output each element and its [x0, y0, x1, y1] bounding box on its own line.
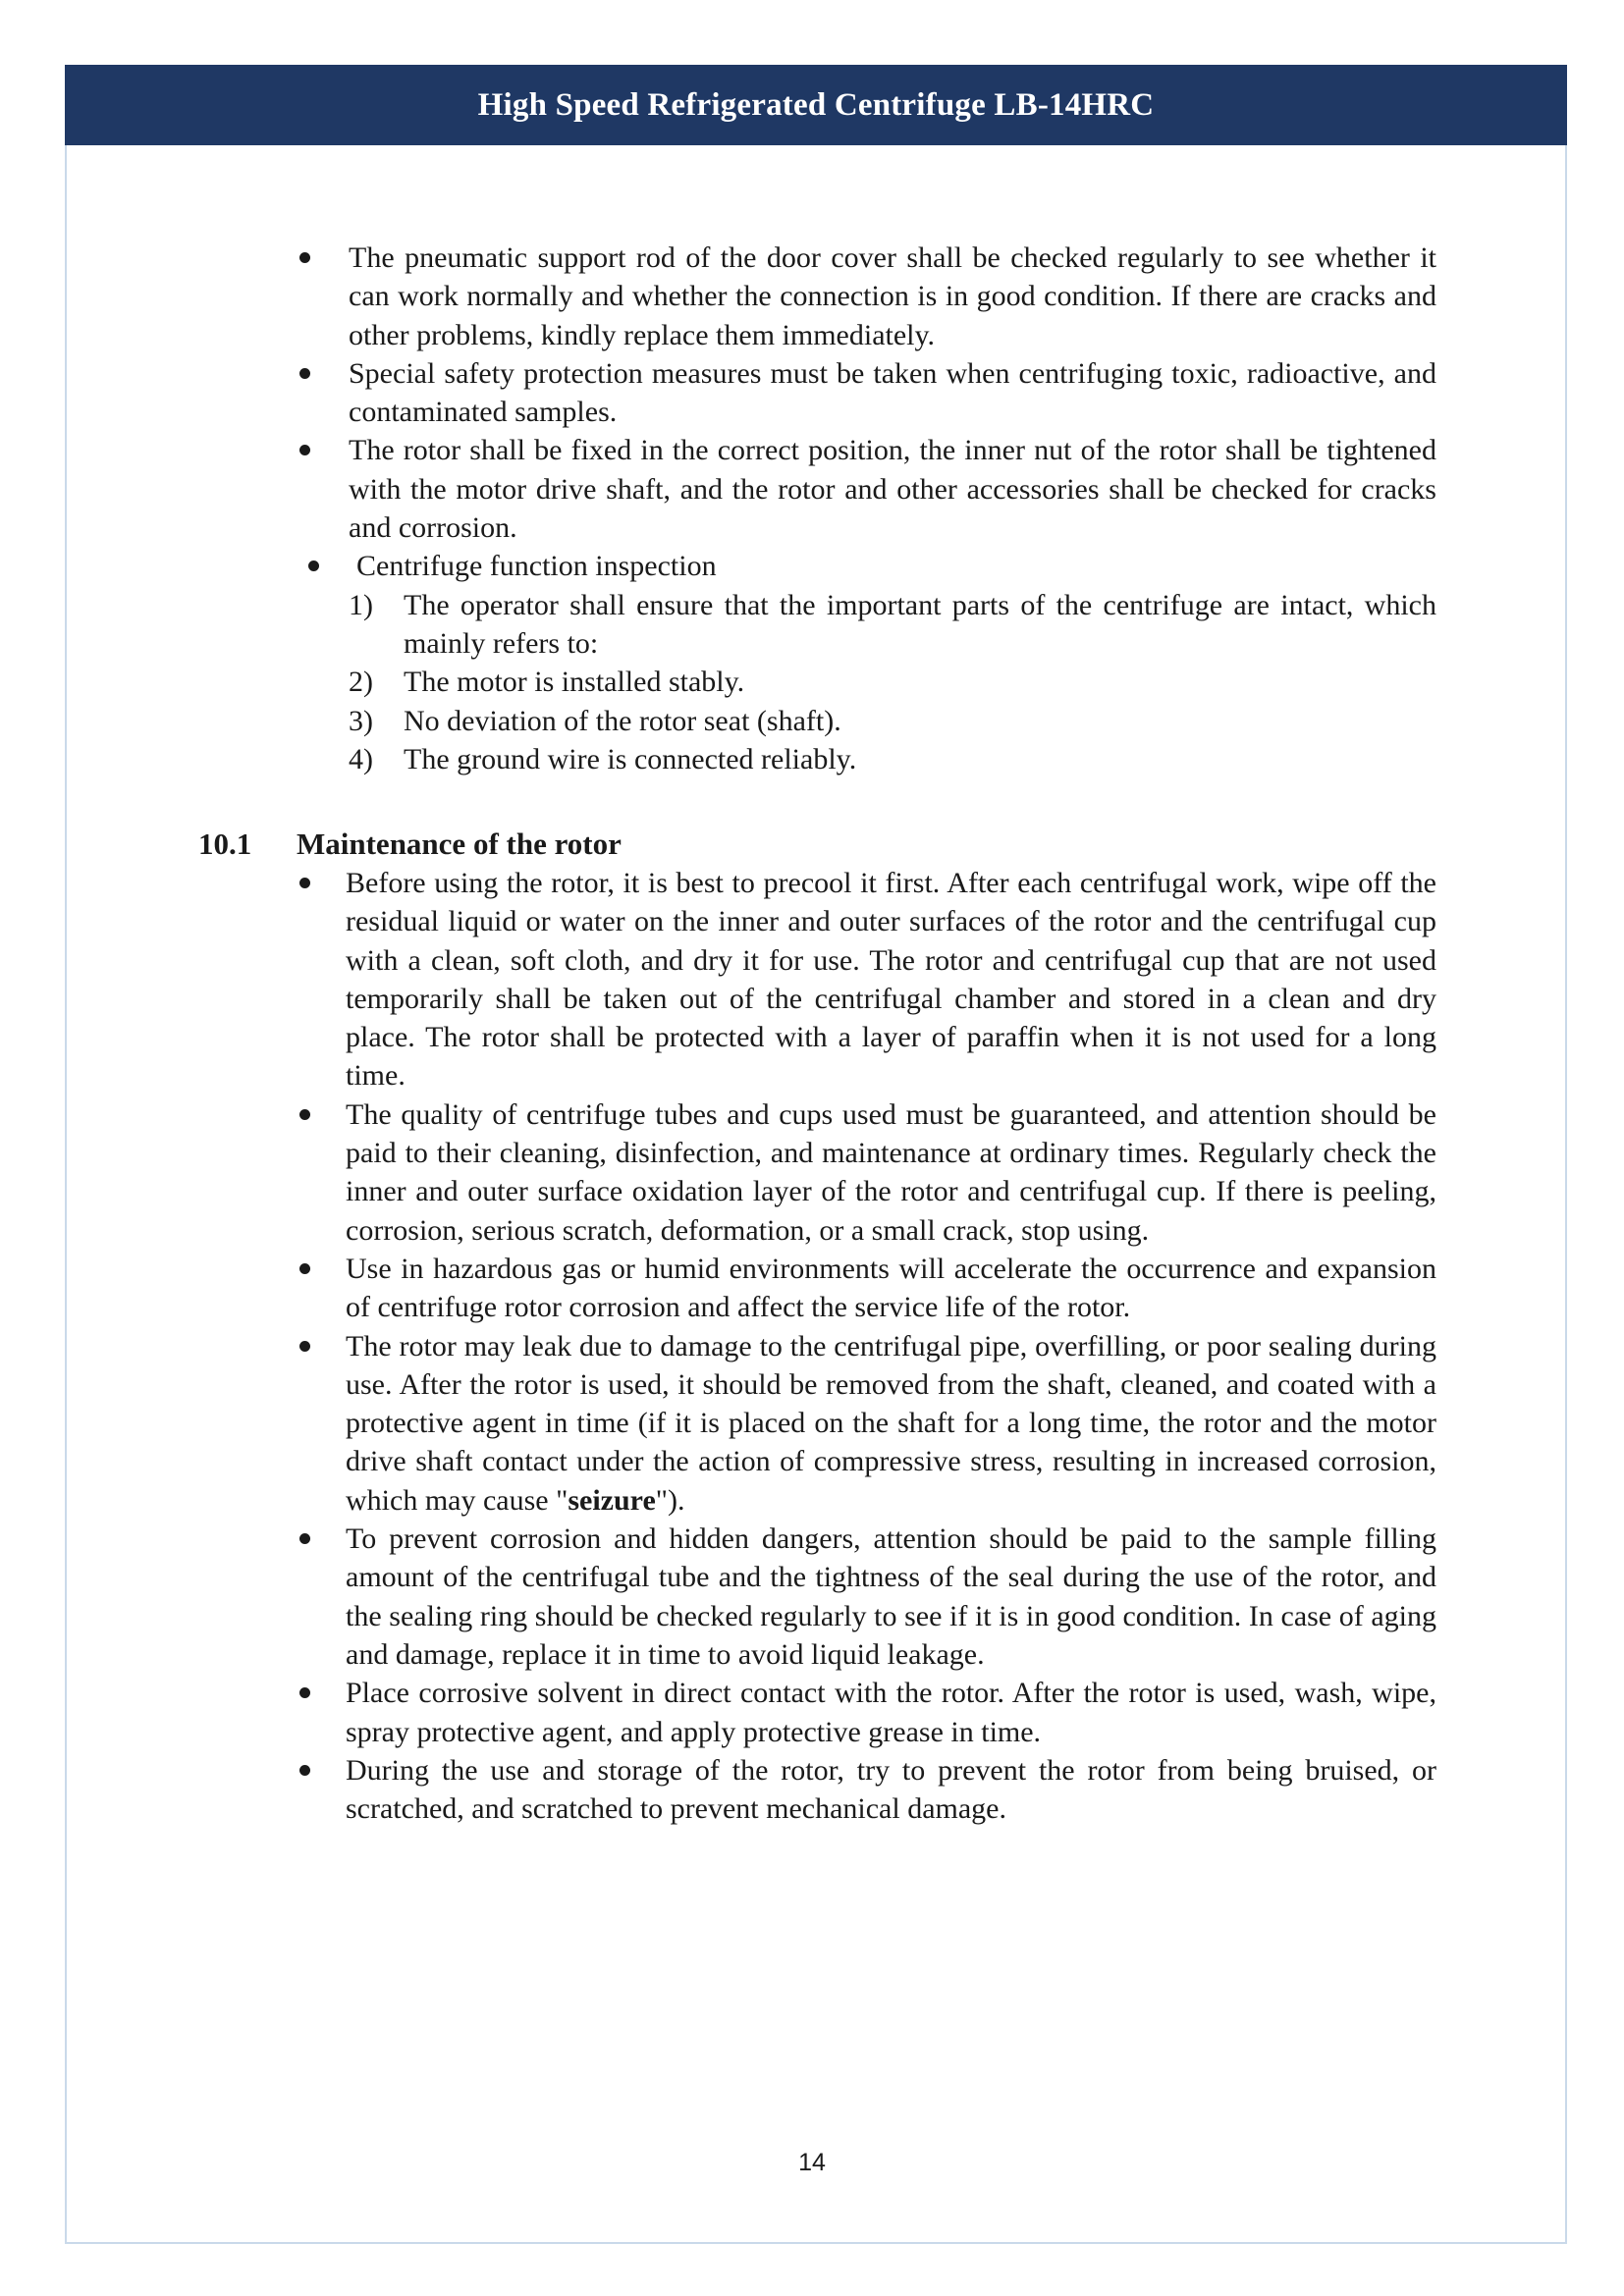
item-number: 2) — [349, 666, 373, 699]
section-title: Maintenance of the rotor — [297, 827, 622, 861]
list-item: To prevent corrosion and hidden dangers, attention should be paid to the sample filling amount of the centrifugal tube and the tightness of the seal during the use of the rotor, and the sealing ring should be checked regularly to see if it is in good condition. In case of aging and damage, replace it in time to avoid liquid leakage. — [346, 1520, 1436, 1674]
item-text: The motor is installed stably. — [404, 666, 745, 699]
header-bar — [65, 65, 1567, 145]
bold-term: seizure — [568, 1483, 656, 1517]
item-text: No deviation of the rotor seat (shaft). — [404, 704, 841, 737]
list-item: During the use and storage of the rotor, try to prevent the rotor from being bruised, or scratched, and scratched to prevent mechanical damage. — [346, 1751, 1436, 1829]
inspection-sublist — [349, 586, 1436, 778]
item-text: The operator shall ensure that the important parts of the centrifuge are intact, which mainly refers to: — [404, 588, 1436, 660]
sublist-item — [349, 586, 1436, 664]
bullet-icon — [299, 252, 310, 263]
sublist-item — [349, 702, 1436, 740]
sublist-item — [349, 663, 1436, 701]
list-item: Use in hazardous gas or humid environments will accelerate the occurrence and expansion of centrifuge rotor corrosion and affect the service life of the rotor. — [346, 1250, 1436, 1327]
list-item: Place corrosive solvent in direct contact with the rotor. After the rotor is used, wash, wipe, spray protective agent, and apply protective grease in time. — [346, 1674, 1436, 1751]
rotor-maintenance-list — [346, 864, 1436, 1828]
list-item: Before using the rotor, it is best to precool it first. After each centrifugal work, wipe off the residual liquid or water on the inner and outer surfaces of the rotor and the centrifugal cup with a clean, soft cloth, and dry it for use. The rotor and centrifugal cup that are not used temporarily shall be taken out of the centrifugal chamber and stored in a clean and dry place. The rotor shall be protected with a layer of paraffin when it is not used for a long time. — [346, 864, 1436, 1095]
item-number: 4) — [349, 742, 373, 775]
sublist-item — [349, 740, 1436, 778]
bullet-icon — [299, 368, 310, 379]
item-text: The ground wire is connected reliably. — [404, 742, 857, 775]
bullet-icon — [299, 1765, 310, 1776]
page-number: 14 — [798, 2149, 826, 2176]
list-item: The quality of centrifuge tubes and cups used must be guaranteed, and attention should be paid to their cleaning, disinfection, and maintenance at ordinary times. Regularly check the inner and outer surface oxidation layer of the rotor and centrifugal cup. If there is peeling, corrosion, serious scratch, deformation, or a small crack, stop using. — [346, 1095, 1436, 1250]
item-number: 1) — [349, 588, 373, 621]
bullet-icon — [299, 1341, 310, 1352]
section-number: 10.1 — [198, 827, 252, 861]
list-item: The rotor may leak due to damage to the centrifugal pipe, overfilling, or poor sealing during use. After the rotor is used, it should be removed from the shaft, cleaned, and coated with a protective agent in time (if it is placed on the shaft for a long time, the rotor and the motor drive shaft contact under the action of compressive stress, resulting in increased corrosion, which may cause "seizure"). — [346, 1327, 1436, 1520]
document-title: High Speed Refrigerated Centrifuge LB-14HRC — [477, 86, 1155, 123]
item-number: 3) — [349, 704, 373, 737]
list-item: The rotor shall be fixed in the correct position, the inner nut of the rotor shall be tightened with the motor drive shaft, and the rotor and other accessories shall be checked for cracks and corrosion. — [349, 431, 1436, 547]
list-item: Centrifuge function inspection 1) The operator shall ensure that the important parts of the centrifuge are intact, which mainly refers to: 2) The motor is installed stably. 3) No deviation of the rotor seat (shaft). 4) The ground wire is connected reliably. — [349, 547, 1436, 778]
bullet-icon — [299, 1109, 310, 1120]
bullet-icon — [299, 1263, 310, 1274]
bullet-icon — [299, 878, 310, 888]
safety-check-list — [349, 239, 1436, 778]
list-item: The pneumatic support rod of the door cover shall be checked regularly to see whether it can work normally and whether the connection is in good condition. If there are cracks and other problems, kindly replace them immediately. — [349, 239, 1436, 354]
section-heading — [198, 825, 622, 863]
list-item: Special safety protection measures must be taken when centrifuging toxic, radioactive, and contaminated samples. — [349, 354, 1436, 432]
bullet-icon — [299, 1533, 310, 1544]
